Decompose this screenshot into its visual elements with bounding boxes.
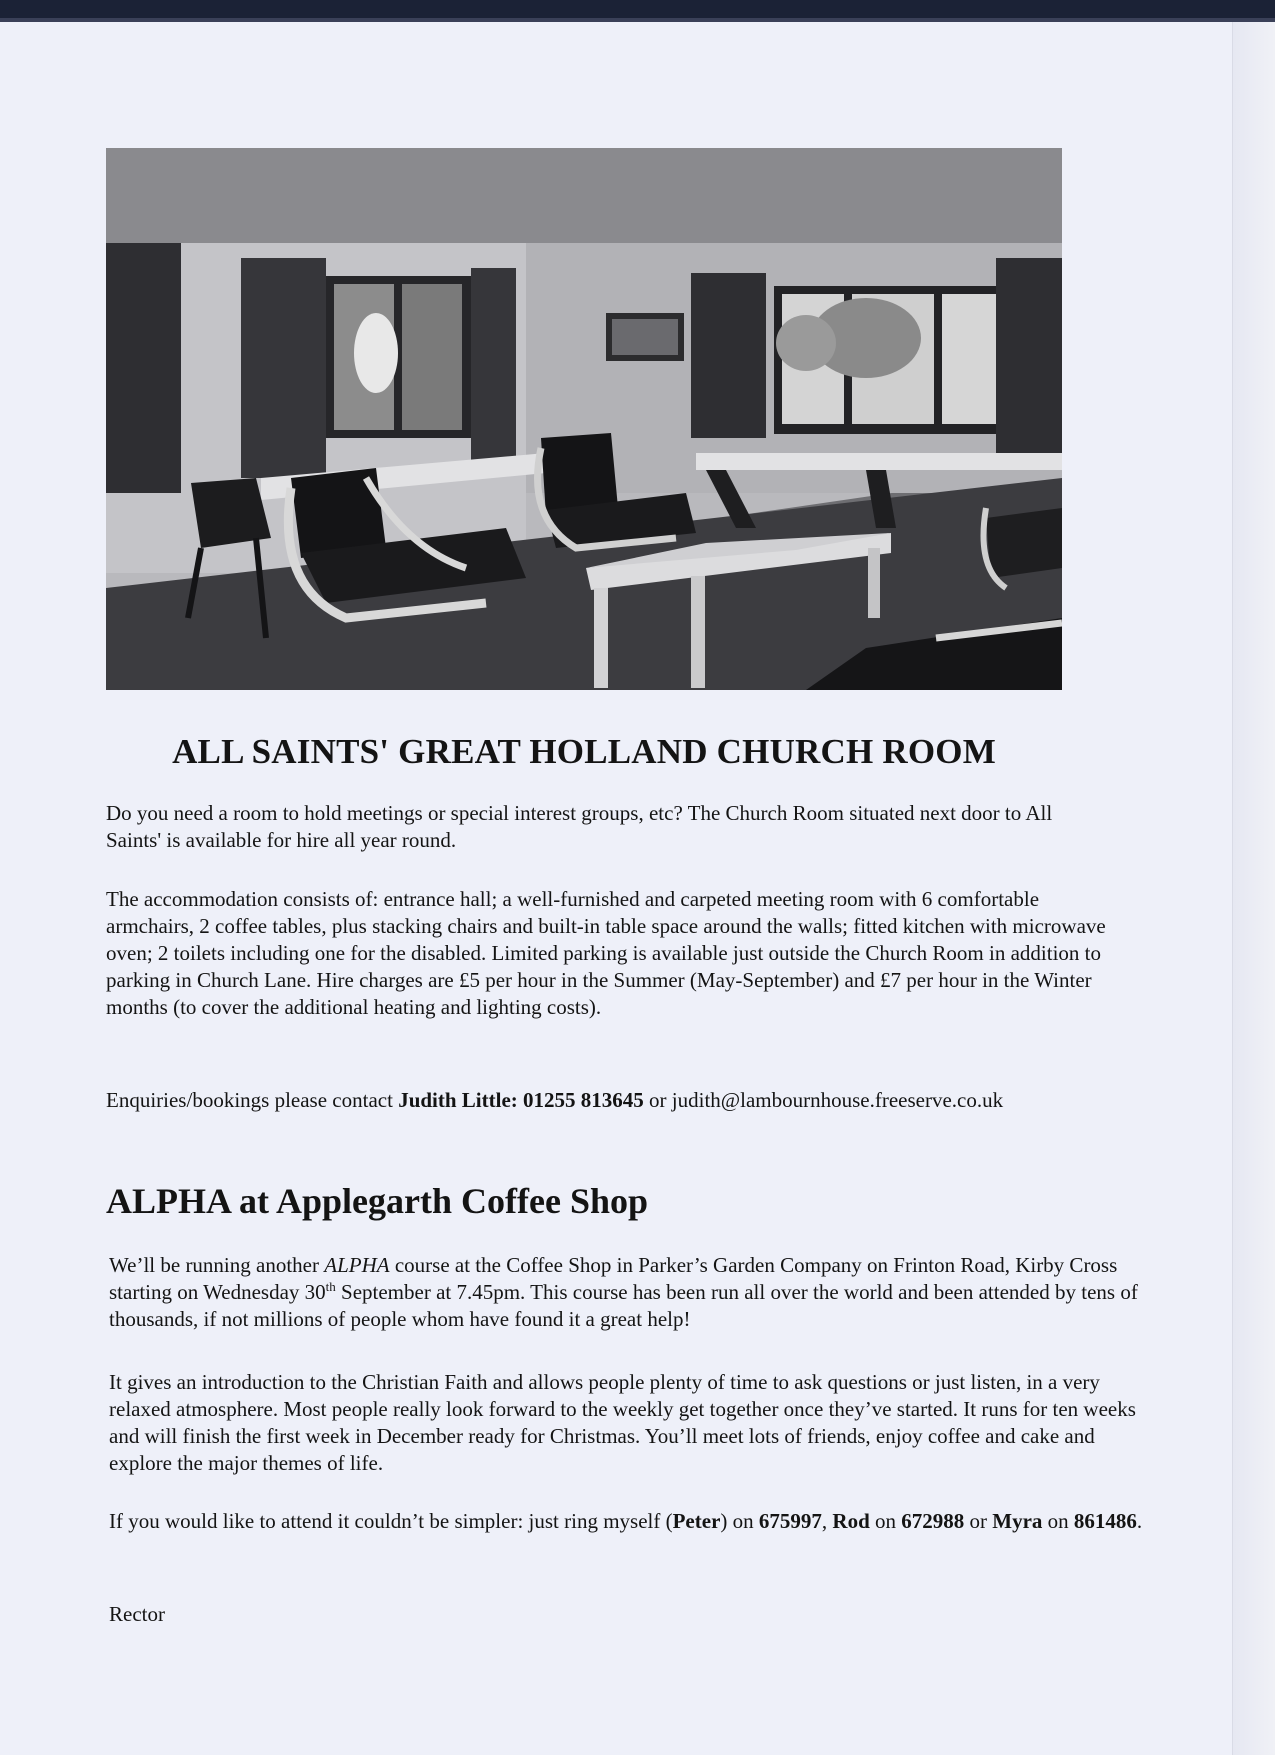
alpha-paragraph-2: It gives an introduction to the Christian Faith and allows people plenty of time to ask questions or just listen, in a very relaxed atmosphere. Most people really look forward to the weekly get together once they’ve started. It runs for ten weeks and will finish the first week in December ready for Christmas. You’ll meet lots of friends, enjoy coffee and cake and explore the major themes of life.	[109, 1370, 1136, 1475]
alpha-p3-part-g: .	[1136, 1509, 1143, 1533]
alpha-p1-ordinal: th	[325, 1279, 336, 1294]
contact-name-phone: Judith Little: 01255 813645	[398, 1088, 644, 1112]
church-room-title: ALL SAINTS' GREAT HOLLAND CHURCH ROOM	[172, 732, 996, 771]
alpha-paragraph-3	[109, 1508, 1149, 1535]
alpha-paragraph-1	[109, 1252, 1169, 1333]
alpha-p3-part-d: on	[869, 1509, 902, 1533]
enquiries-email: or judith@lambournhouse.freeserve.co.uk	[643, 1088, 1004, 1112]
scan-right-edge	[1232, 22, 1275, 1755]
alpha-title: ALPHA at Applegarth Coffee Shop	[106, 1181, 649, 1221]
contact-myra: Myra	[992, 1509, 1043, 1533]
church-room-intro: Do you need a room to hold meetings or special interest groups, etc? The Church Room situated next door to All Saints' is available for hire all year round.	[106, 801, 1053, 852]
alpha-p1-part-b: course at the Coffee Shop in Parker’s Garden Company on Frinton Road, Kirby Cross starting on Wednesday 30	[109, 1253, 1118, 1304]
phone-rod: 672988	[901, 1509, 965, 1533]
alpha-p3-part-e: or	[964, 1509, 993, 1533]
scan-top-border	[0, 0, 1275, 22]
contact-peter: Peter	[672, 1509, 721, 1533]
enquiries-prefix: Enquiries/bookings please contact	[106, 1088, 399, 1112]
phone-myra: 861486	[1073, 1509, 1137, 1533]
phone-peter: 675997	[758, 1509, 822, 1533]
church-room-accommodation: The accommodation consists of: entrance hall; a well-furnished and carpeted meeting room with 6 comfortable armchairs, 2 coffee tables, plus stacking chairs and built-in table space around the walls; fitted kitchen with microwave oven; 2 toilets including one for the disabled. Limited parking is available just outside the Church Room in addition to parking in Church Lane. Hire charges are £5 per hour in the Summer (May-September) and £7 per hour in the Winter months (to cover the additional heating and lighting costs).	[106, 887, 1106, 1019]
alpha-p3-part-a: If you would like to attend it couldn’t be simpler: just ring myself (	[109, 1509, 673, 1533]
church-room-enquiries	[106, 1087, 1186, 1114]
alpha-p3-part-c: ,	[821, 1509, 833, 1533]
alpha-p3-part-f: on	[1042, 1509, 1074, 1533]
signoff-rector: Rector	[109, 1602, 165, 1626]
contact-rod: Rod	[832, 1509, 870, 1533]
church-room-photo	[106, 148, 1062, 690]
alpha-p3-part-b: ) on	[720, 1509, 759, 1533]
alpha-p1-part-a: We’ll be running another	[109, 1253, 325, 1277]
alpha-p1-alpha-word: ALPHA	[324, 1253, 390, 1277]
alpha-p1-part-c: September at 7.45pm. This course has been run all over the world and been attended by tens of thousands, if not millions of people whom have found it a great help!	[109, 1280, 1138, 1331]
